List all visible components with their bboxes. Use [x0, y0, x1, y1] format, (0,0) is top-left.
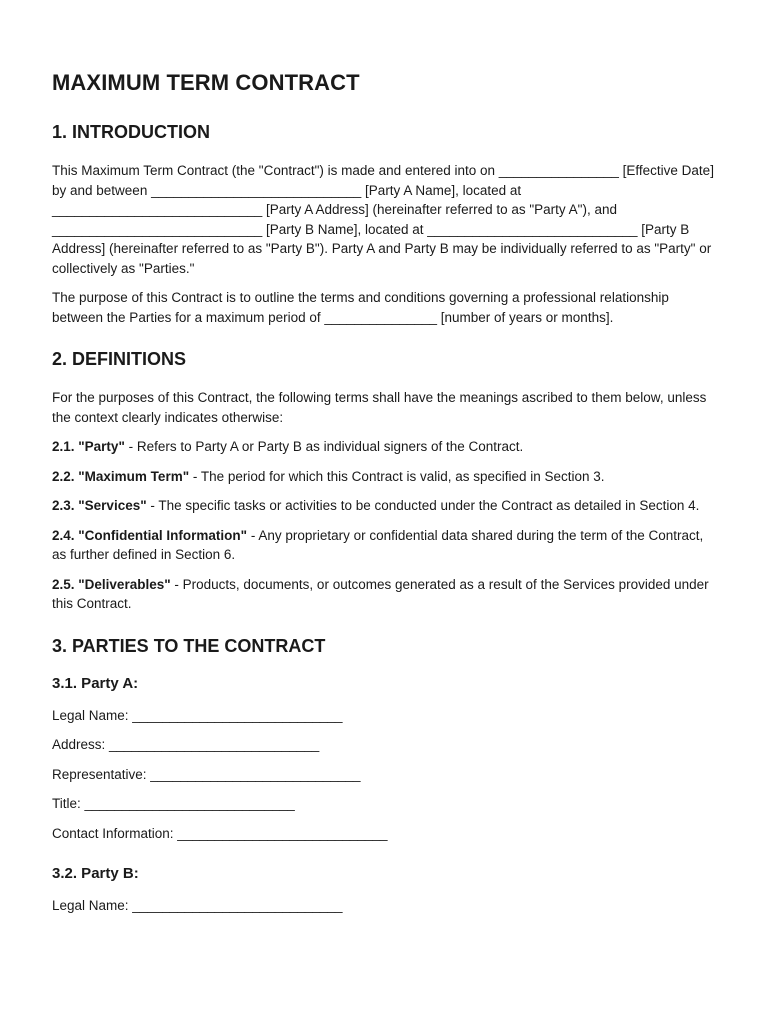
- definition-item: [52, 575, 718, 614]
- definition-text: - The period for which this Contract is valid, as specified in Section 3.: [189, 468, 605, 484]
- definition-item: [52, 467, 718, 487]
- party-b-legal-name-field: Legal Name: ____________________________: [52, 898, 343, 913]
- definition-text: - Products, documents, or outcomes generated as a result of the Services provided under this Contract.: [52, 576, 709, 611]
- definition-text: - Any proprietary or confidential data shared during the term of the Contract, as further defined in Section 6.: [52, 527, 704, 562]
- section-parties: [52, 636, 718, 916]
- definition-text: - Refers to Party A or Party B as individual signers of the Contract.: [124, 439, 524, 454]
- section-definitions: [52, 349, 718, 614]
- party-a-legal-name-field: Legal Name: ____________________________: [52, 707, 343, 723]
- document-title: MAXIMUM TERM CONTRACT: [52, 70, 360, 95]
- definition-item: [52, 437, 718, 457]
- section-introduction: [52, 122, 718, 327]
- definitions-intro: For the purposes of this Contract, the following terms shall have the meanings ascribed to them below, unless the context clearly indicates otherwise:: [52, 390, 707, 425]
- definition-term: 2.5. "Deliverables": [52, 576, 171, 592]
- introduction-paragraph-1: This Maximum Term Contract (the "Contract") is made and entered into on ________________ [Effective Date] by and between ____________________________ [Party A Name], located at ____________________________ [Party A Address] (hereinafter referred to as "Party A"), and ____________________________ [Party B Name], located at ____________________________ [Party B Address] (hereinafter referred to as "Party B"). Party A and Party B may be individually referred to as "Party" or collectively as "Parties.": [52, 163, 714, 276]
- party-a-block: [52, 675, 718, 844]
- party-a-address-field: Address: ____________________________: [52, 737, 320, 752]
- definition-term: 2.3. "Services": [52, 498, 147, 513]
- party-b-heading: 3.2. Party B:: [52, 865, 139, 882]
- definition-term: 2.2. "Maximum Term": [52, 468, 190, 484]
- party-a-representative-field: Representative: ____________________________: [52, 766, 361, 782]
- definition-term: 2.4. "Confidential Information": [52, 527, 248, 543]
- definition-term: 2.1. "Party": [52, 439, 125, 454]
- definition-item: [52, 496, 718, 516]
- section-heading-parties: 3. PARTIES TO THE CONTRACT: [52, 635, 326, 656]
- party-a-heading: 3.1. Party A:: [52, 674, 139, 692]
- definition-text: - The specific tasks or activities to be conducted under the Contract as detailed in Section 4.: [146, 498, 700, 513]
- section-heading-definitions: 2. DEFINITIONS: [52, 349, 187, 369]
- section-heading-introduction: 1. INTRODUCTION: [52, 122, 211, 142]
- definition-item: [52, 526, 718, 565]
- party-a-contact-field: Contact Information: ____________________________: [52, 825, 388, 841]
- party-a-title-field: Title: ____________________________: [52, 796, 295, 811]
- party-b-block: [52, 865, 718, 916]
- introduction-paragraph-2: The purpose of this Contract is to outline the terms and conditions governing a professional relationship between the Parties for a maximum period of _______________ [number of years or months].: [52, 290, 669, 325]
